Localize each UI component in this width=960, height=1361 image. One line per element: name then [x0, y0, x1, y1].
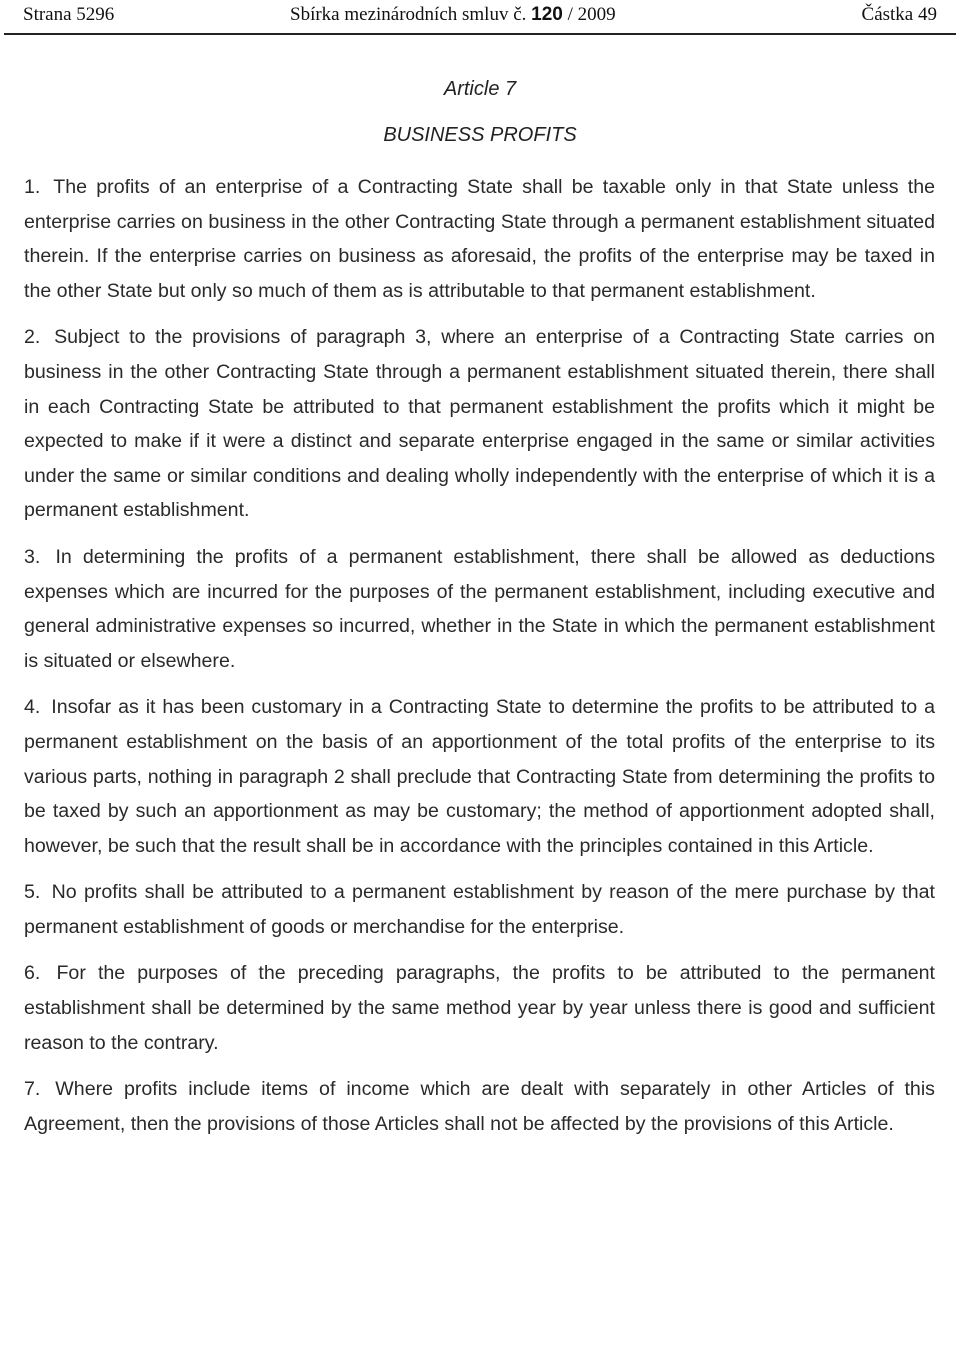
paragraph-3 — [24, 540, 935, 678]
section-title: BUSINESS PROFITS — [383, 124, 577, 146]
header-rule — [4, 33, 956, 35]
paragraph-number: 1. — [24, 176, 41, 198]
paragraph-text: For the purposes of the preceding paragraphs, the profits to be attributed to the permanent establishment shall be determined by the same method year by year unless there is good and sufficient reason to the contrary. — [24, 962, 935, 1054]
paragraph-text: No profits shall be attributed to a permanent establishment by reason of the mere purchase by that permanent establishment of goods or merchandise for the enterprise. — [24, 881, 935, 938]
page-header — [20, 4, 940, 30]
article-body — [24, 170, 935, 1153]
article-title: Article 7 — [443, 78, 517, 100]
paragraph-text: In determining the profits of a permanent establishment, there shall be allowed as deductions expenses which are incurred for the purposes of the permanent establishment, including executive and general administrative expenses so incurred, whether in the State in which the permanent establishment is situated or elsewhere. — [24, 545, 935, 672]
paragraph-number: 4. — [24, 696, 41, 719]
paragraph-5 — [24, 875, 935, 944]
paragraph-text: Where profits include items of income which are dealt with separately in other Articles of this Agreement, then the provisions of those Articles shall not be affected by the provisions of this Article. — [24, 1078, 935, 1135]
paragraph-7 — [24, 1072, 935, 1141]
publication-year: / 2009 — [567, 4, 616, 25]
paragraph-number: 3. — [24, 545, 41, 568]
paragraph-1 — [24, 170, 935, 308]
paragraph-number: 5. — [24, 881, 41, 904]
publication-name: Sbírka mezinárodních smluv č. — [290, 4, 527, 25]
issue-number: Částka 49 — [861, 4, 937, 25]
paragraph-text: Insofar as it has been customary in a Contracting State to determine the profits to be attributed to a permanent establishment on the basis of an apportionment of the total profits of the enterprise to its various parts, nothing in paragraph 2 shall preclude that Contracting State from determining the profits to be taxed by such an apportionment as may be customary; the method of apportionment adopted shall, however, be such that the result shall be in accordance with the principles contained in this Article. — [24, 696, 935, 857]
paragraph-number: 6. — [24, 962, 41, 985]
page-number: Strana 5296 — [23, 4, 115, 25]
publication-title — [290, 4, 616, 26]
paragraph-6 — [24, 956, 935, 1060]
paragraph-text: The profits of an enterprise of a Contracting State shall be taxable only in that State unless the enterprise carries on business in the other Contracting State through a permanent establishment situated therein. If the enterprise carries on business as aforesaid, the profits of the enterprise may be taxed in the other State but only so much of them as is attributable to that permanent establishment. — [24, 176, 935, 302]
paragraph-4 — [24, 690, 935, 863]
paragraph-number: 2. — [24, 326, 41, 349]
paragraph-text: Subject to the provisions of paragraph 3, where an enterprise of a Contracting State carries on business in the other Contracting State through a permanent establishment situated therein, there shall in each Contracting State be attributed to that permanent establishment the profits which it might be expected to make if it were a distinct and separate enterprise engaged in the same or similar activities under the same or similar conditions and dealing wholly independently with the enterprise of which it is a permanent establishment. — [24, 326, 935, 522]
publication-number: 120 — [531, 4, 563, 25]
paragraph-2 — [24, 320, 935, 528]
paragraph-number: 7. — [24, 1078, 41, 1101]
